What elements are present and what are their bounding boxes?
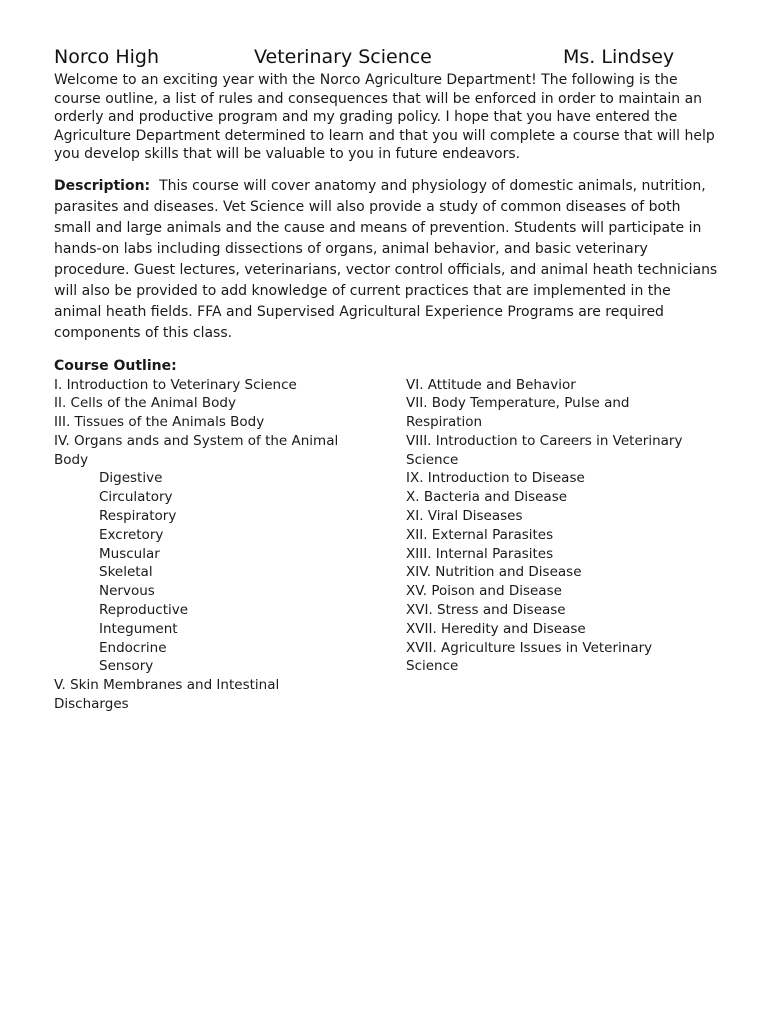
outline-item: XI. Viral Diseases bbox=[406, 508, 523, 525]
course-title: Veterinary Science bbox=[254, 46, 432, 68]
document-header bbox=[54, 44, 719, 70]
description-label: Description: bbox=[54, 177, 151, 194]
course-outline-title: Course Outline: bbox=[54, 357, 177, 374]
system-item: Sensory bbox=[99, 658, 154, 675]
outline-item: VI. Attitude and Behavior bbox=[406, 376, 576, 393]
teacher-name: Ms. Lindsey bbox=[563, 46, 675, 68]
system-item: Integument bbox=[99, 620, 178, 637]
system-item: Circulatory bbox=[99, 489, 173, 506]
system-item: Reproductive bbox=[99, 602, 189, 619]
outline-item: V. Skin Membranes and Intestinal Discharges bbox=[54, 677, 280, 713]
intro-paragraph: Welcome to an exciting year with the Norco Agriculture Department! The following is the course outline, a list of rules and consequences that will be enforced in order to maintain an orderly and productive program and my grading policy. I hope that you have entered the Agriculture Department determined to learn and that you will complete a course that will help you develop skills that will be valuable to you in future endeavors. bbox=[54, 72, 715, 162]
outline-item: XII. External Parasites bbox=[406, 526, 554, 543]
outline-left-column bbox=[54, 376, 354, 714]
outline-item: XIV. Nutrition and Disease bbox=[406, 564, 582, 581]
outline-item: XVII. Agriculture Issues in Veterinary Science bbox=[406, 639, 653, 675]
outline-item: VIII. Introduction to Careers in Veterinary Science bbox=[406, 432, 683, 468]
system-item: Respiratory bbox=[99, 508, 177, 525]
system-item: Nervous bbox=[99, 583, 155, 600]
course-outline bbox=[54, 376, 719, 736]
outline-item: XVI. Stress and Disease bbox=[406, 602, 566, 619]
outline-item: XV. Poison and Disease bbox=[406, 583, 562, 600]
outline-right-column bbox=[406, 376, 706, 677]
outline-item: IV. Organs ands and System of the Animal Body bbox=[54, 432, 339, 468]
outline-item: XIII. Internal Parasites bbox=[406, 545, 554, 562]
system-item: Skeletal bbox=[99, 564, 153, 581]
description-paragraph bbox=[54, 176, 719, 344]
system-item: Excretory bbox=[99, 526, 164, 543]
outline-item: II. Cells of the Animal Body bbox=[54, 395, 236, 412]
outline-item: IX. Introduction to Disease bbox=[406, 470, 585, 487]
system-item: Endocrine bbox=[99, 639, 167, 656]
outline-item: VII. Body Temperature, Pulse and Respiration bbox=[406, 395, 630, 431]
outline-item: I. Introduction to Veterinary Science bbox=[54, 376, 297, 393]
system-item: Muscular bbox=[99, 545, 160, 562]
outline-item: XVII. Heredity and Disease bbox=[406, 620, 586, 637]
outline-item: X. Bacteria and Disease bbox=[406, 489, 568, 506]
description-text: This course will cover anatomy and physiology of domestic animals, nutrition, parasites and diseases. Vet Science will also provide a study of common diseases of both small and large animals and the cause and means of prevention. Students will participate in hands-on labs including dissections of organs, animal behavior, and basic veterinary procedure. Guest lectures, veterinarians, vector control officials, and animal heath technicians will also be provided to add knowledge of current practices that are implemented in the animal heath fields. FFA and Supervised Agricultural Experience Programs are required components of this class. bbox=[54, 177, 718, 341]
document-page bbox=[54, 44, 719, 736]
system-item: Digestive bbox=[99, 470, 163, 487]
outline-item: III. Tissues of the Animals Body bbox=[54, 414, 265, 431]
school-name: Norco High bbox=[54, 46, 160, 68]
